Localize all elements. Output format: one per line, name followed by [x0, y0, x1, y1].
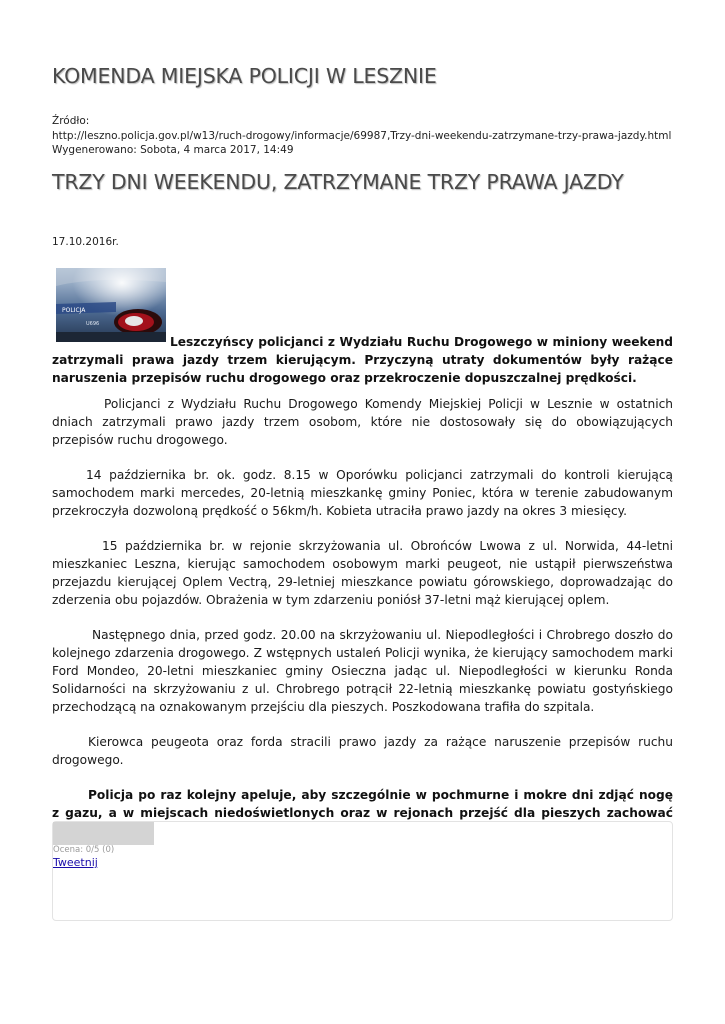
car-lettering: POLICJA — [62, 307, 86, 314]
article-title: TRZY DNI WEEKENDU, ZATRZYMANE TRZY PRAWA JAZDY — [52, 170, 624, 194]
rating-label: Ocena: 0/5 (0) — [53, 845, 115, 855]
article-body — [52, 395, 673, 857]
source-url: http://leszno.policja.gov.pl/w13/ruch-drogowy/informacje/69987,Trzy-dni-weekendu-zatrzymane-trzy-prawa-jazdy.html — [52, 129, 672, 142]
article-paragraph: 14 października br. ok. godz. 8.15 w Oporówku policjanci zatrzymali do kontroli kierującą samochodem marki mercedes, 20-letnią mieszkankę gminy Poniec, która w terenie zabudowanym przekroczyła dozwoloną prędkość o 56km/h. Kobieta utraciła prawo jazdy na okres 3 miesięcy. — [52, 468, 673, 518]
site-title: KOMENDA MIEJSKA POLICJI W LESZNIE — [52, 64, 437, 88]
rating-box — [52, 821, 673, 921]
article-paragraph: Kierowca peugeota oraz forda stracili prawo jazdy za rażące naruszenie przepisów ruchu drogowego. — [52, 735, 673, 767]
rating-bar[interactable] — [53, 822, 154, 845]
svg-text:U696: U696 — [86, 321, 100, 327]
article-appeal-paragraph: Policja po raz kolejny apeluje, aby szczególnie w pochmurne i mokre dni zdjąć nogę z gazu, a w miejscach niedoświetlonych oraz w rejonach przejść dla pieszych zachować — [52, 788, 673, 820]
article-paragraph: Następnego dnia, przed godz. 20.00 na skrzyżowaniu ul. Niepodległości i Chrobrego doszło do kolejnego zdarzenia drogowego. Z wstępnych ustaleń Policji wynika, że kierujący samochodem marki Ford Mondeo, 20-letni mieszkaniec gminy Osieczna jadąc ul. Niepodległości w kierunku Ronda Solidarności na skrzyżowaniu z ul. Chrobrego potrącił 22-letnią mieszkankę powiatu gostyńskiego przechodzącą na oznakowanym przejściu dla pieszych. Poszkodowana trafiła do szpitala. — [52, 628, 673, 714]
article-paragraph: 15 października br. w rejonie skrzyżowania ul. Obrońców Lwowa z ul. Norwida, 44-letni mieszkaniec Leszna, kierując samochodem osobowym marki peugeot, nie ustąpił pierwszeństwa przejazdu kierującej Oplem Vectrą, 29-letniej mieszkance powiatu górowskiego, doprowadzając do zderzenia obu pojazdów. Obrażenia w tym zdarzeniu poniósł 37-letni mąż kierującej oplem. — [52, 539, 673, 607]
police-car-image — [56, 268, 166, 342]
generated-date: Wygenerowano: Sobota, 4 marca 2017, 14:49 — [52, 144, 294, 156]
tweet-link[interactable]: Tweetnij — [53, 856, 98, 869]
article-date: 17.10.2016r. — [52, 236, 119, 248]
article-lead — [52, 333, 673, 387]
lead-text: Leszczyńscy policjanci z Wydziału Ruchu Drogowego w miniony weekend zatrzymali prawa jazdy trzem kierującym. Przyczyną utraty dokumentów były rażące naruszenia przepisów ruchu drogowego oraz przekroczenie dopuszczalnej prędkości. — [52, 335, 673, 385]
source-block — [52, 114, 671, 158]
article-paragraph: Policjanci z Wydziału Ruchu Drogowego Komendy Miejskiej Policji w Lesznie w ostatnich dniach zatrzymali prawo jazdy trzem osobom, które nie dostosowały się do obowiązujących przepisów ruchu drogowego. — [52, 397, 673, 447]
article-thumbnail-image — [56, 268, 166, 342]
source-label: Źródło: — [52, 115, 90, 127]
